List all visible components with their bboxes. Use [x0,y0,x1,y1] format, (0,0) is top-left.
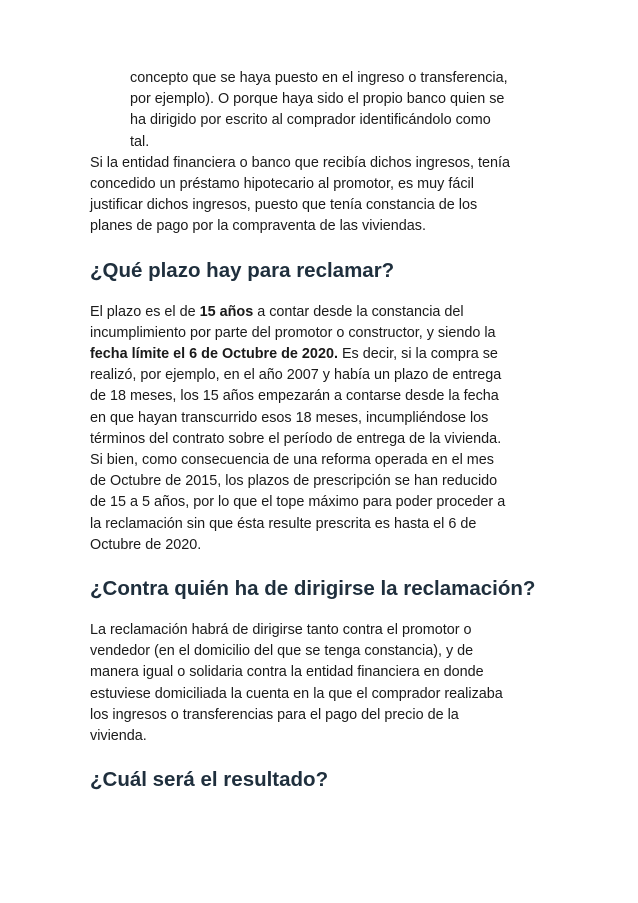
text-line: de Octubre de 2015, los plazos de prescripción se han reducido [90,473,498,490]
text-line: Si bien, como consecuencia de una reforma operada en el mes [90,452,494,469]
text-line: concepto que se haya puesto en el ingreso o transferencia, [130,70,508,86]
text-line: planes de pago por la compraventa de las viviendas. [90,218,426,235]
text-line: los ingresos o transferencias para el pago del precio de la [90,706,459,723]
heading-resultado: ¿Cuál será el resultado? [90,768,329,792]
heading-contra-quien: ¿Contra quién ha de dirigirse la reclamación? [90,577,536,601]
text-line: concedido un préstamo hipotecario al promotor, es muy fácil [90,176,474,193]
text-line [90,344,560,365]
text-line: estuviese domiciliada la cuenta en la que el comprador realizaba [90,685,503,702]
document-page [90,68,560,793]
text-line: vendedor (en el domicilio del que se tenga constancia), y de [90,643,474,660]
text-line: tal. [130,133,150,150]
text-line: incumplimiento por parte del promotor o constructor, y siendo la [90,324,496,341]
heading-plazo: ¿Qué plazo hay para reclamar? [90,258,395,282]
text-line: Si la entidad financiera o banco que recibía dichos ingresos, tenía [90,154,510,171]
text-line: manera igual o solidaria contra la entidad financiera en donde [90,664,484,681]
text-line: ha dirigido por escrito al comprador identificándolo como [130,112,491,129]
text-line: vivienda. [90,728,147,745]
text-line: La reclamación habrá de dirigirse tanto contra el promotor o [90,622,472,639]
text-line: por ejemplo). O porque haya sido el propio banco quien se [130,91,505,108]
text-line [90,302,560,323]
text-line: Octubre de 2020. [90,536,202,553]
text-run: a contar desde la constancia del [253,303,464,320]
text-line: en que hayan transcurrido esos 18 meses, incumpliéndose los [90,409,489,426]
paragraph-plazo [90,302,560,556]
list-item-continuation [90,68,560,153]
text-line: realizó, por ejemplo, en el año 2007 y había un plazo de entrega [90,367,502,384]
text-run: El plazo es el de [90,303,200,320]
text-line: términos del contrato sobre el período de entrega de la vivienda. [90,430,502,447]
bold-text: fecha límite el 6 de Octubre de 2020. [90,346,338,363]
text-line: de 15 a 5 años, por lo que el tope máximo para poder proceder a [90,494,506,511]
bold-text: 15 años [199,303,254,320]
paragraph-financing [90,153,560,238]
text-line: de 18 meses, los 15 años empezarán a contarse desde la fecha [90,388,499,405]
paragraph-contra-quien [90,620,560,747]
text-line: justificar dichos ingresos, puesto que tenía constancia de los [90,197,478,214]
text-line: la reclamación sin que ésta resulte prescrita es hasta el 6 de [90,515,477,532]
text-run: Es decir, si la compra se [337,346,498,363]
